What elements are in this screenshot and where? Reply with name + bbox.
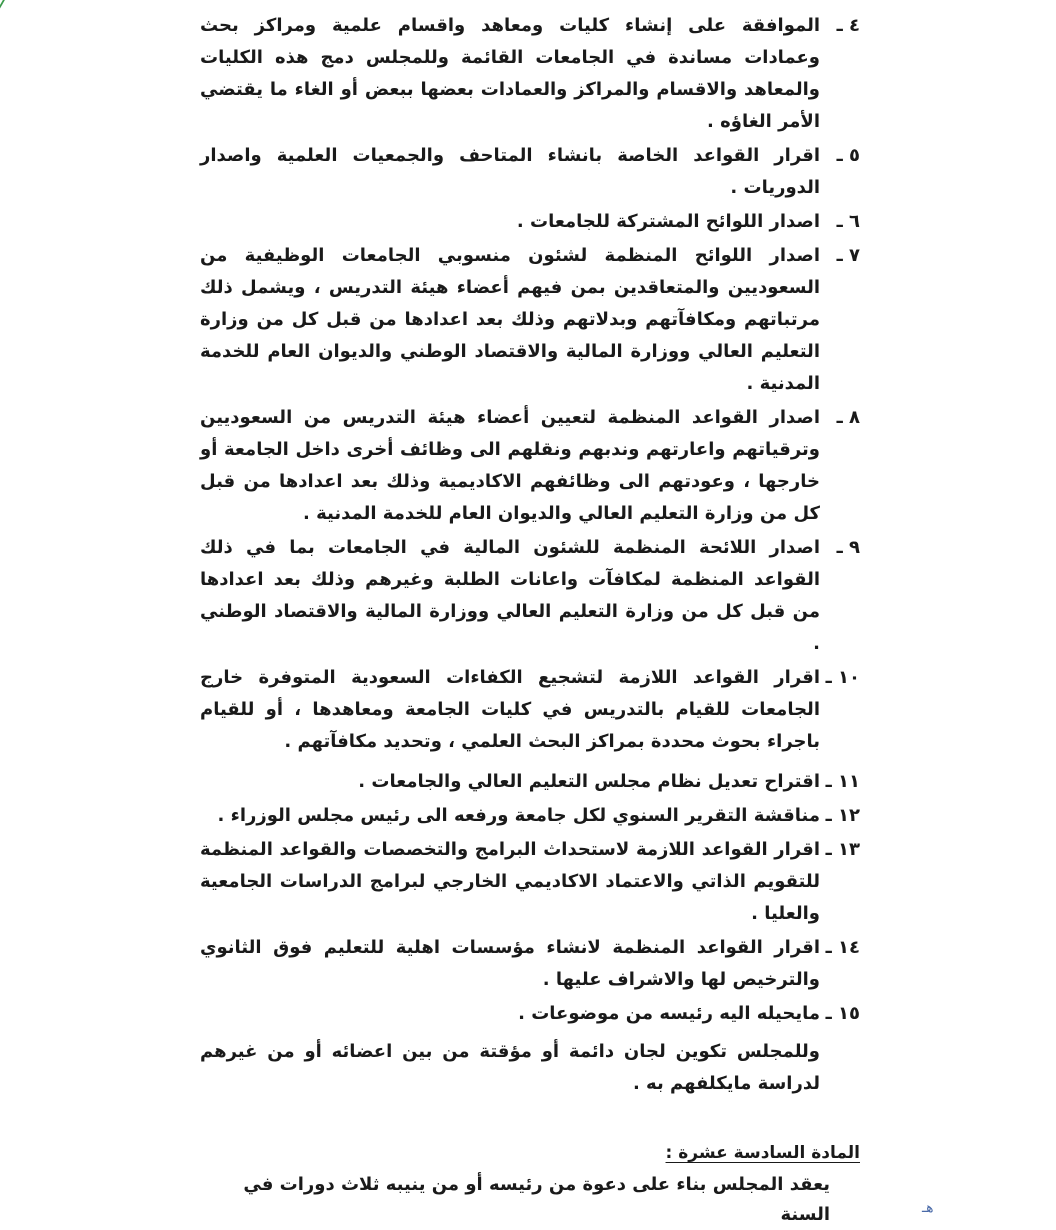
item-text: اصدار اللوائح المشتركة للجامعات . [516,211,820,232]
list-item [200,140,860,204]
list-item [200,998,860,1030]
item-text: مايحيله اليه رئيسه من موضوعات . [518,1003,820,1024]
list-item [200,10,860,138]
list-item [200,240,860,400]
list-item [200,834,860,930]
article-body: يعقد المجلس بناء على دعوة من رئيسه أو من ينيبه ثلاث دورات في السنة [243,1174,830,1225]
item-number: ١٠ ـ [825,667,860,688]
item-text: اصدار اللوائح المنظمة لشئون منسوبي الجامعات الوظيفية من السعوديين والمتعاقدين بمن فيهم أعضاء هيئة التدريس ، ويشمل ذلك مرتباتهم ومكافآتهم وبدلاتهم وذلك بعد اعدادها من قبل كل من وزارة التعليم العالي ووزارة المالية والاقتصاد الوطني والديوان العام للخدمة المدنية . [200,245,820,394]
list-item [200,766,860,798]
document-page [200,10,860,1230]
page-mark: هـ [922,1200,934,1216]
list-item [200,800,860,832]
item-text: اقرار القواعد اللازمة لاستحداث البرامج والتخصصات والقواعد المنظمة للتقويم الذاتي والاعتماد الاكاديمي الخارجي لبرامج الدراسات الجامعية والعليا . [200,839,820,924]
item-text: اقرار القواعد الخاصة بانشاء المتاحف والجمعيات العلمية واصدار الدوريات . [200,145,820,198]
item-text: اصدار اللائحة المنظمة للشئون المالية في الجامعات بما في ذلك القواعد المنظمة لمكافآت واعانات الطلبة وغيرهم وذلك بعد اعدادها من قبل كل من وزارة التعليم العالي ووزارة المالية والاقتصاد الوطني . [200,537,820,654]
item-number: ٧ ـ [836,245,860,266]
item-number: ٩ ـ [836,537,860,558]
item-number: ١٤ ـ [825,937,860,958]
item-text: اقرار القواعد المنظمة لانشاء مؤسسات اهلية للتعليم فوق الثانوي والترخيص لها والاشراف عليها . [200,937,820,990]
item-number: ١٥ ـ [825,1003,860,1024]
item-number: ٨ ـ [836,407,860,428]
article-heading: المادة السادسة عشرة : [665,1143,860,1163]
list-item [200,402,860,530]
list-item [200,532,860,660]
item-text: اقرار القواعد اللازمة لتشجيع الكفاءات السعودية المتوفرة خارج الجامعات للقيام بالتدريس في كليات الجامعة ومعاهدها ، أو للقيام باجراء بحوث محددة بمراكز البحث العلمي ، وتحديد مكافآتهم . [200,667,820,752]
item-text: الموافقة على إنشاء كليات ومعاهد واقسام علمية ومراكز بحث وعمادات مساندة في الجامعات القائمة وللمجلس دمج هذه الكليات والمعاهد والاقسام والمراكز والعمادات بعضها ببعض أو الغاء ما يقتضي الأمر الغاؤه . [200,15,820,132]
item-number: ١١ ـ [825,771,860,792]
item-number: ١٣ ـ [825,839,860,860]
list-item [200,662,860,758]
corner-mark [0,0,19,10]
item-number: ٥ ـ [836,145,860,166]
list-item [200,206,860,238]
item-number: ١٢ ـ [825,805,860,826]
items-list [200,10,860,1030]
item-number: ٦ ـ [836,211,860,232]
closing-paragraph: وللمجلس تكوين لجان دائمة أو مؤقتة من بين اعضائه أو من غيرهم لدراسة مايكلفهم به . [200,1041,820,1094]
list-item [200,932,860,996]
item-text: اقتراح تعديل نظام مجلس التعليم العالي والجامعات . [358,771,820,792]
item-text: اصدار القواعد المنظمة لتعيين أعضاء هيئة التدريس من السعوديين وترقياتهم واعارتهم وندبهم ونقلهم الى وظائف أخرى داخل الجامعة أو خارجها ، وعودتهم الى وظائفهم الاكاديمية وذلك بعد اعدادها من قبل كل من وزارة التعليم العالي والديوان العام للخدمة المدنية . [200,407,820,524]
item-number: ٤ ـ [836,15,860,36]
item-text: مناقشة التقرير السنوي لكل جامعة ورفعه الى رئيس مجلس الوزراء . [217,805,820,826]
